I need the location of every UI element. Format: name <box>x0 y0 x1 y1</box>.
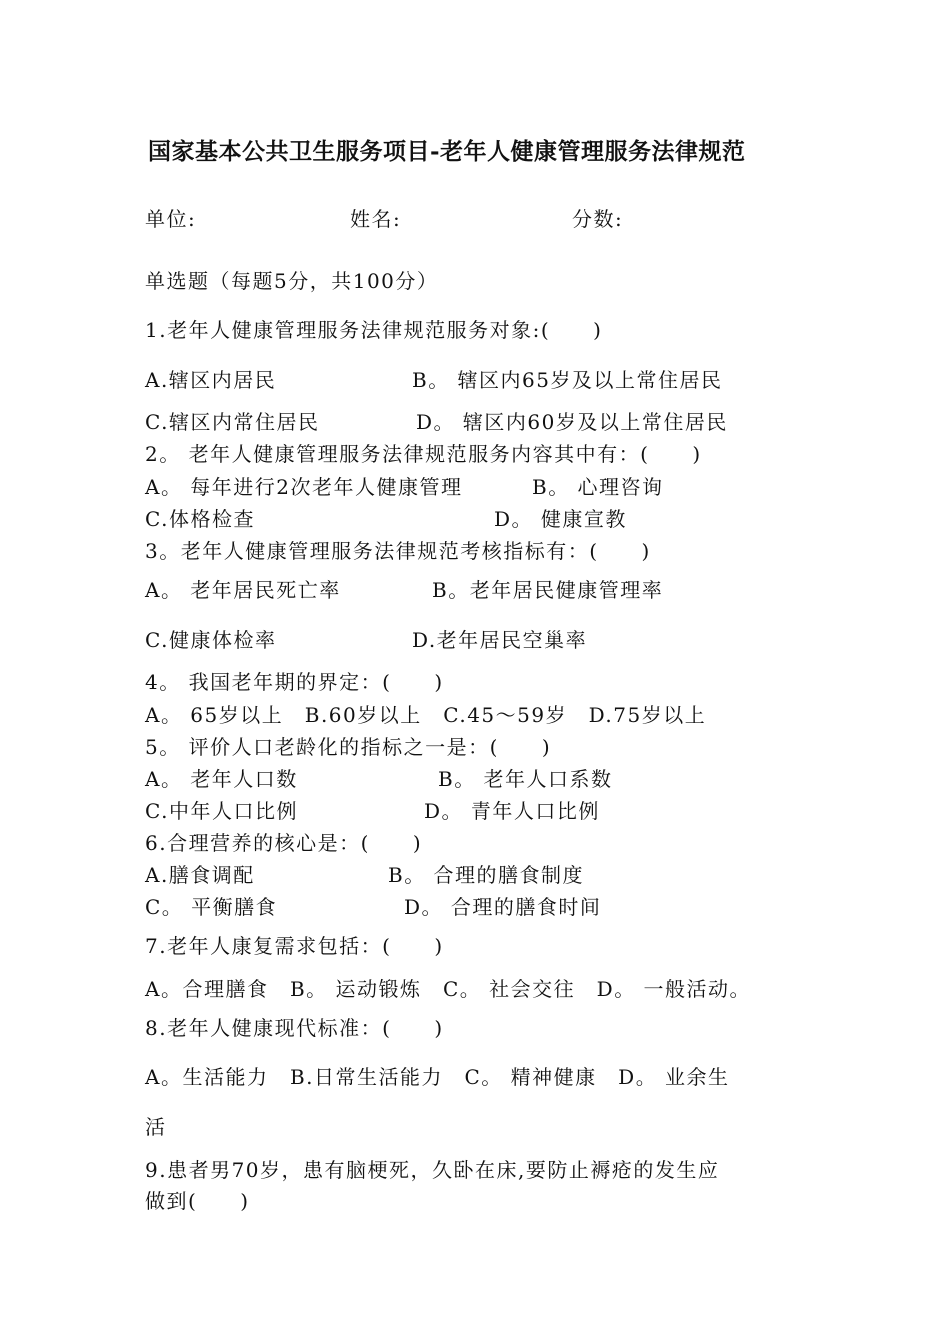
question-9-continued: 做到( ) <box>145 1189 250 1213</box>
score-label: 分数: <box>572 207 624 231</box>
question-9: 9.患者男70岁，患有脑梗死，久卧在床,要防止褥疮的发生应 <box>145 1158 720 1182</box>
q1-option-d: D。 辖区内60岁及以上常住居民 <box>416 410 728 434</box>
q3-option-b: B。老年居民健康管理率 <box>432 578 664 602</box>
q6-option-c: C。 平衡膳食 <box>145 895 278 919</box>
q6-option-a: A.膳食调配 <box>145 863 255 887</box>
q5-option-b: B。 老年人口系数 <box>438 767 613 791</box>
question-8: 8.老年人健康现代标准：( ) <box>145 1016 444 1040</box>
q7-options: A。合理膳食 B。 运动锻炼 C。 社会交往 D。 一般活动。 <box>145 977 752 1001</box>
question-3: 3。老年人健康管理服务法律规范考核指标有：( ) <box>145 539 651 563</box>
q3-option-c: C.健康体检率 <box>145 628 277 652</box>
question-1: 1.老年人健康管理服务法律规范服务对象:( ) <box>145 318 603 342</box>
question-4: 4。 我国老年期的界定：( ) <box>145 670 444 694</box>
question-6: 6.合理营养的核心是：( ) <box>145 831 423 855</box>
question-5: 5。 评价人口老龄化的指标之一是：( ) <box>145 735 552 759</box>
q5-option-c: C.中年人口比例 <box>145 799 298 823</box>
unit-label: 单位: <box>145 207 197 231</box>
q1-option-a: A.辖区内居民 <box>145 368 277 392</box>
q2-option-b: B。 心理咨询 <box>532 475 664 499</box>
q5-option-a: A。 老年人口数 <box>145 767 298 791</box>
q5-option-d: D。 青年人口比例 <box>424 799 600 823</box>
q8-options: A。生活能力 B.日常生活能力 C。 精神健康 D。 业余生 <box>145 1065 730 1089</box>
q6-option-d: D。 合理的膳食时间 <box>404 895 602 919</box>
q3-option-d: D.老年居民空巢率 <box>412 628 588 652</box>
q3-option-a: A。 老年居民死亡率 <box>145 578 341 602</box>
question-7: 7.老年人康复需求包括：( ) <box>145 934 444 958</box>
q6-option-b: B。 合理的膳食制度 <box>388 863 585 887</box>
page-title: 国家基本公共卫生服务项目-老年人健康管理服务法律规范 <box>148 138 746 165</box>
section-heading: 单选题（每题5分，共100分） <box>145 269 439 293</box>
q2-option-c: C.体格检查 <box>145 507 255 531</box>
question-2: 2。 老年人健康管理服务法律规范服务内容其中有：( ) <box>145 442 702 466</box>
q4-options: A。 65岁以上 B.60岁以上 C.45～59岁 D.75岁以上 <box>145 703 707 727</box>
q2-option-a: A。 每年进行2次老年人健康管理 <box>145 475 463 499</box>
q8-options-continued: 活 <box>145 1115 167 1139</box>
q1-option-b: B。 辖区内65岁及以上常住居民 <box>412 368 723 392</box>
q2-option-d: D。 健康宣教 <box>494 507 627 531</box>
name-label: 姓名: <box>350 207 402 231</box>
q1-option-c: C.辖区内常住居民 <box>145 410 320 434</box>
